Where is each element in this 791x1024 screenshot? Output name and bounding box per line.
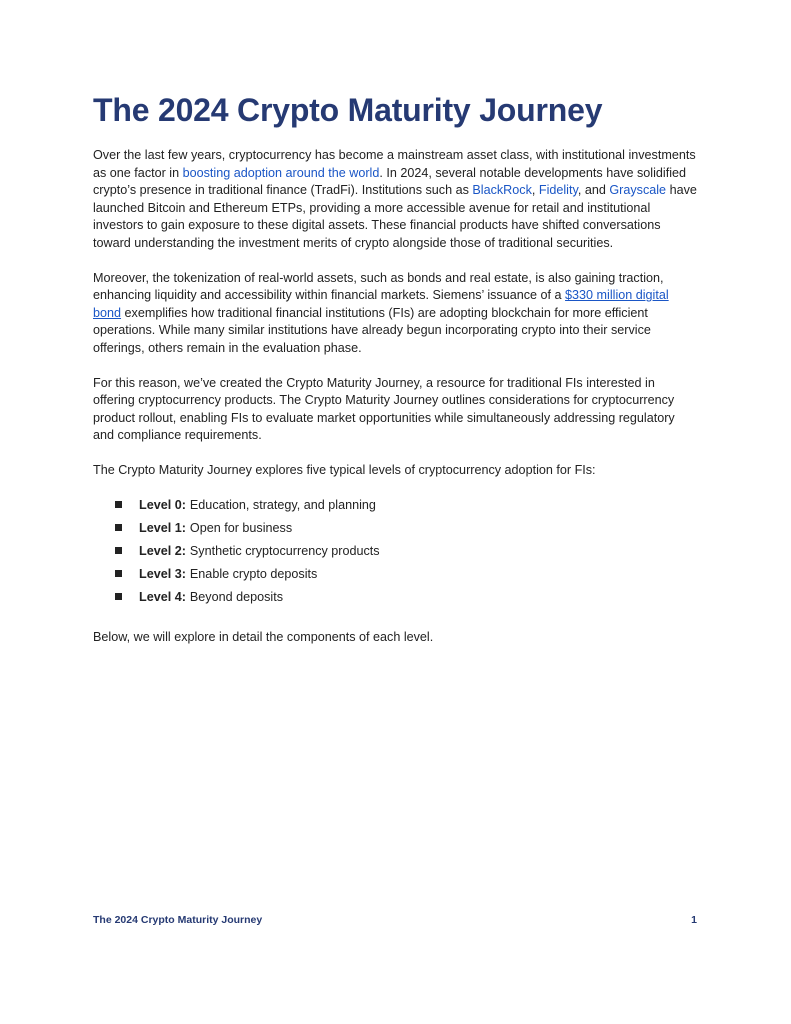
document-body [93,147,698,664]
levels-list [93,497,698,613]
fidelity-link[interactable]: Fidelity [538,183,578,198]
level-description: Education, strategy, and planning [189,497,376,512]
level-name: Level 3: [139,567,186,582]
purpose-paragraph: For this reason, we’ve created the Crypto Maturity Journey, a resource for traditional FIs interested in offering cryptocurrency products. The Crypto Maturity Journey outlines considerations for cryptocurrency product rollout, enabling FIs to evaluate market opportunities while simultaneously addressing regulatory and compliance requirements. [93,375,675,443]
adoption-link[interactable]: boosting adoption around the world [182,165,380,180]
list-item [115,589,698,612]
intro-text-2: . In 2024, several notable developments have solidified crypto’s presence in traditional finance (TradFi). Institutions such as [93,165,687,198]
intro-text-1: Over the last few years, cryptocurrency has become a mainstream asset class, with institutional investments as one factor in [93,148,696,180]
page-title: The 2024 Crypto Maturity Journey [93,92,603,128]
level-description: Enable crypto deposits [189,567,318,582]
digital-bond-link[interactable]: $330 million digital bond [93,288,669,320]
level-description: Beyond deposits [189,590,284,605]
tokenization-text-1: Moreover, the tokenization of real-world assets, such as bonds and real estate, is also gaining traction, enhancing liquidity and accessibility within financial markets. Siemens’ issuance of a [93,270,664,303]
square-bullet-icon [115,524,122,531]
level-name: Level 2: [139,543,186,558]
list-item [115,497,698,520]
tokenization-paragraph [93,270,698,358]
list-item [115,543,698,566]
list-item [115,520,698,543]
blackrock-link[interactable]: BlackRock [472,183,532,198]
level-name: Level 1: [139,520,186,535]
square-bullet-icon [115,570,122,577]
levels-intro-paragraph: The Crypto Maturity Journey explores five typical levels of cryptocurrency adoption for FIs: [93,462,596,477]
footer-title: The 2024 Crypto Maturity Journey [93,914,263,926]
level-name: Level 4: [139,590,186,605]
page-number: 1 [691,914,697,926]
list-item [115,566,698,589]
intro-separator-1: , [531,183,539,198]
level-name: Level 0: [139,497,186,512]
level-description: Synthetic cryptocurrency products [189,543,380,558]
intro-separator-2: , and [577,183,610,198]
level-description: Open for business [189,520,293,535]
grayscale-link[interactable]: Grayscale [609,183,667,198]
square-bullet-icon [115,547,122,554]
closing-paragraph: Below, we will explore in detail the components of each level. [93,630,434,645]
intro-text-3: have launched Bitcoin and Ethereum ETPs, providing a more accessible avenue for retail and institutional investors to gain exposure to these digital assets. These financial products have shifted conversations toward understanding the investment merits of crypto alongside those of traditional securities. [93,183,697,250]
tokenization-text-2: exemplifies how traditional financial institutions (FIs) are adopting blockchain for more efficient operations. While many similar institutions have already begun incorporating crypto into their service offerings, others remain in the evaluation phase. [93,305,651,355]
square-bullet-icon [115,593,122,600]
intro-paragraph [93,147,698,253]
square-bullet-icon [115,501,122,508]
